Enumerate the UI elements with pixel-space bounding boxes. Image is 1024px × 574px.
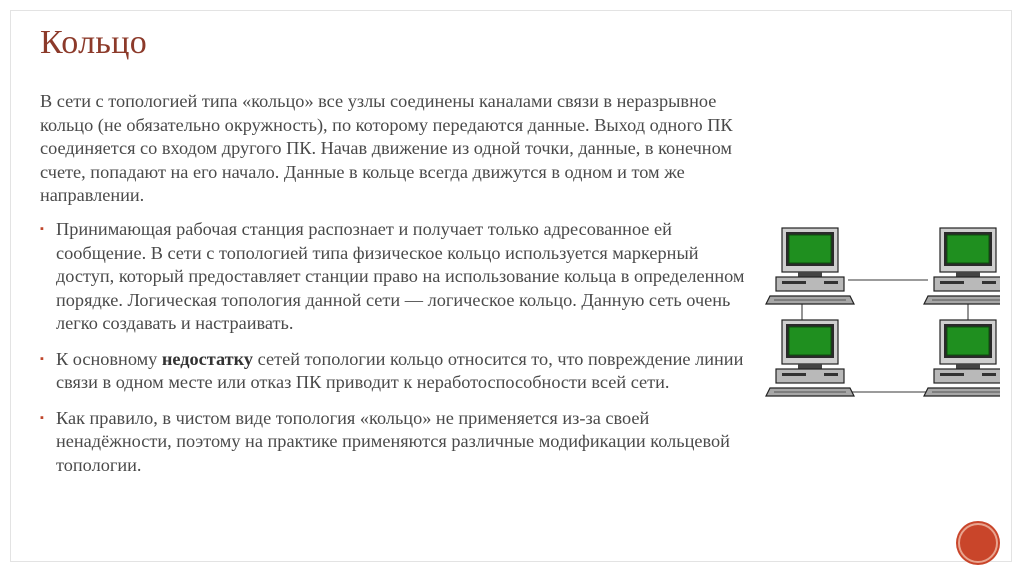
pc-bottom-right-icon [924, 320, 1000, 396]
intro-paragraph: В сети с топологией типа «кольцо» все узлы соединены каналами связи в неразрывное кольцо (не обязательно окружность), по которому передаются данные. Выход одного ПК соединяется со входом другого ПК. Начав движение из одной точки, данные, в конечном счете, попадают на его начало. Данные в кольце всегда движутся в одном и том же направлении. [40, 91, 733, 205]
corner-circle-icon [958, 523, 998, 563]
pc-top-right-icon [924, 228, 1000, 304]
bullet-square-icon: ▪ [40, 352, 44, 365]
bullet-list [40, 218, 755, 489]
bullet-text: Принимающая рабочая станция распознает и получает только адресованное ей сообщение. В сети с топологией типа физическое кольцо используется маркерный доступ, который предоставляет станции право на использование кольца в определенном порядке. Логическая топология данной сети — логическое кольцо. Данную сеть очень легко создавать и настраивать. [56, 219, 745, 333]
bullet-text-before: К основному [56, 348, 162, 369]
ring-topology-diagram [760, 222, 1000, 398]
bullet-square-icon: ▪ [40, 411, 44, 424]
bullet-text-bold: недостатку [161, 348, 254, 369]
slide-title: Кольцо [40, 24, 148, 61]
pc-top-left-icon [766, 228, 854, 304]
pc-bottom-left-icon [766, 320, 854, 396]
bullet-item [40, 218, 755, 336]
bullet-text: Как правило, в чистом виде топология «кольцо» не применяется из-за своей ненадёжности, поэтому на практике применяются различные модификации кольцевой топологии. [56, 407, 730, 475]
bullet-text-after: сетей топологии кольцо относится то, что повреждение линии связи в одном месте или отказ ПК приводит к неработоспособности всей сети. [56, 348, 744, 392]
bullet-square-icon: ▪ [40, 223, 44, 235]
bullet-item [40, 348, 755, 395]
bullet-item [40, 407, 755, 478]
